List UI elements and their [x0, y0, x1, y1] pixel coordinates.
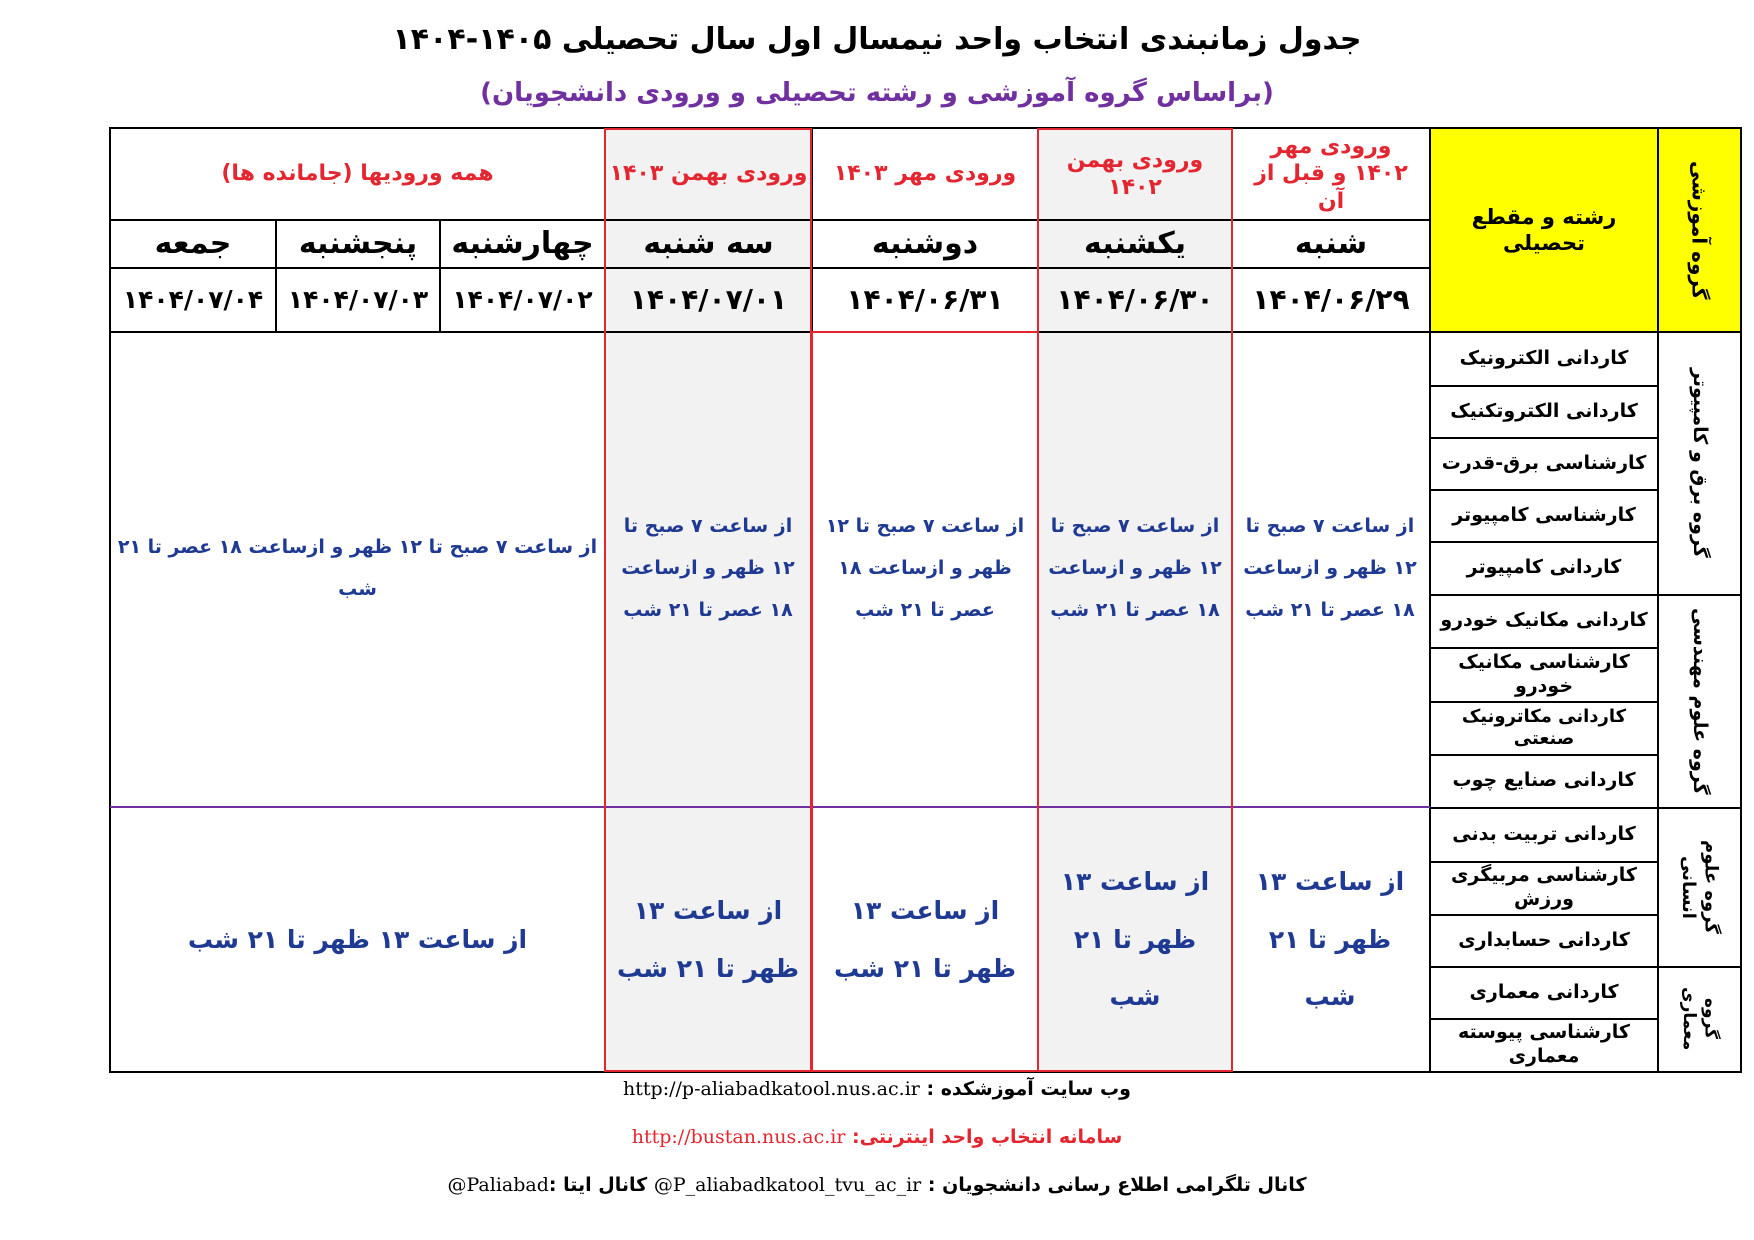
major-item: کاردانی الکترونیک — [1459, 346, 1629, 369]
major-item: کاردانی مکاترونیک صنعتی — [1461, 705, 1627, 749]
date-thu: ۱۴۰۴/۰۷/۰۳ — [287, 284, 429, 314]
eitaa-label: کانال ایتا : — [548, 1174, 648, 1196]
header-group-label: گروه آموزشی — [1687, 160, 1712, 300]
footer-website — [0, 1078, 1754, 1100]
major-item: کارشناسی کامپیوتر — [1452, 503, 1636, 526]
date-sun: ۱۴۰۴/۰۶/۳۰ — [1056, 283, 1214, 316]
entry-mon: ورودی مهر ۱۴۰۳ — [833, 161, 1017, 187]
major-item: کارشناسی پیوسته معماری — [1458, 1021, 1630, 1067]
system-label: سامانه انتخاب واحد اینترنتی: — [852, 1126, 1123, 1148]
major-item: کاردانی صنایع چوب — [1452, 769, 1636, 792]
date-tue: ۱۴۰۴/۰۷/۰۱ — [629, 283, 788, 316]
day-wed: چهارشنبه — [451, 226, 594, 262]
system-link[interactable]: http://bustan.nus.ac.ir — [631, 1126, 846, 1148]
telegram-label: کانال تلگرامی اطلاع رسانی دانشجویان : — [927, 1174, 1307, 1196]
date-wed: ۱۴۰۴/۰۷/۰۲ — [452, 284, 593, 314]
major-item: کاردانی معماری — [1469, 980, 1619, 1003]
day-thu: پنجشنبه — [298, 226, 418, 262]
date-fri: ۱۴۰۴/۰۷/۰۴ — [122, 284, 264, 314]
major-item: کارشناسی مکانیک خودرو — [1458, 650, 1630, 697]
telegram-handle[interactable]: @P_aliabadkatool_tvu_ac_ir — [653, 1174, 922, 1196]
entry-sat: ورودی مهر ۱۴۰۲ و قبل از آن — [1254, 133, 1408, 214]
website-label: وب سایت آموزشکده : — [926, 1078, 1131, 1100]
major-item: کاردانی الکتروتکنیک — [1450, 399, 1638, 422]
schedule2-mon: از ساعت ۱۳ ظهر تا ۲۱ شب — [833, 896, 1017, 983]
schedule1-mon: از ساعت ۷ صبح تا ۱۲ ظهر و ازساعت ۱۸ عصر تا ۲۱ شب — [825, 515, 1025, 621]
major-item: کارشناسی برق-قدرت — [1441, 451, 1647, 474]
eitaa-handle[interactable]: @Paliabad — [447, 1174, 549, 1196]
day-sat: شنبه — [1294, 226, 1368, 262]
group-architecture: گروه معماری — [1679, 987, 1721, 1051]
schedule1-sat: از ساعت ۷ صبح تا ۱۲ ظهر و ازساعت ۱۸ عصر تا ۲۱ شب — [1243, 515, 1417, 621]
page-title: جدول زمانبندی انتخاب واحد نیمسال اول سال تحصیلی ۱۴۰۵-۱۴۰۴ — [392, 22, 1362, 57]
date-sat: ۱۴۰۴/۰۶/۲۹ — [1252, 283, 1410, 316]
schedule2-tue: از ساعت ۱۳ ظهر تا ۲۱ شب — [616, 896, 800, 983]
day-tue: سه شنبه — [643, 226, 774, 262]
website-link[interactable]: http://p-aliabadkatool.nus.ac.ir — [623, 1078, 920, 1100]
schedule1-all: از ساعت ۷ صبح تا ۱۲ ظهر و ازساعت ۱۸ عصر تا ۲۱ شب — [117, 536, 598, 600]
footer-system — [0, 1126, 1754, 1148]
page-subtitle: (براساس گروه آموزشی و رشته تحصیلی و ورودی دانشجویان) — [480, 78, 1274, 108]
group-engineering: گروه علوم مهندسی — [1688, 607, 1711, 795]
schedule2-sat: از ساعت ۱۳ ظهر تا ۲۱ شب — [1255, 867, 1405, 1012]
entry-all: همه ورودیها (جامانده ها) — [221, 161, 494, 187]
major-item: کاردانی تربیت بدنی — [1452, 822, 1636, 845]
entry-tue: ورودی بهمن ۱۴۰۳ — [609, 161, 808, 187]
schedule1-sun: از ساعت ۷ صبح تا ۱۲ ظهر و ازساعت ۱۸ عصر تا ۲۱ شب — [1048, 515, 1222, 621]
day-sun: یکشنبه — [1084, 226, 1186, 262]
group-humanities: گروه علوم انسانی — [1678, 840, 1722, 934]
major-item: کاردانی کامپیوتر — [1466, 556, 1622, 579]
date-mon: ۱۴۰۴/۰۶/۳۱ — [846, 283, 1004, 316]
schedule2-all: از ساعت ۱۳ ظهر تا ۲۱ شب — [187, 924, 528, 954]
footer-channels — [0, 1174, 1754, 1196]
major-item: کارشناسی مربیگری ورزش — [1451, 864, 1637, 910]
header-major-label: رشته و مقطع تحصیلی — [1471, 204, 1617, 255]
schedule2-sun: از ساعت ۱۳ ظهر تا ۲۱ شب — [1060, 867, 1210, 1012]
entry-sun: ورودی بهمن ۱۴۰۲ — [1066, 147, 1204, 200]
day-fri: جمعه — [154, 226, 232, 262]
day-mon: دوشنبه — [871, 226, 979, 262]
group-electrical: گروه برق و کامپیوتر — [1688, 368, 1711, 558]
schedule1-tue: از ساعت ۷ صبح تا ۱۲ ظهر و ازساعت ۱۸ عصر تا ۲۱ شب — [621, 515, 795, 621]
major-item: کاردانی مکانیک خودرو — [1440, 609, 1648, 632]
major-item: کاردانی حسابداری — [1458, 928, 1630, 951]
